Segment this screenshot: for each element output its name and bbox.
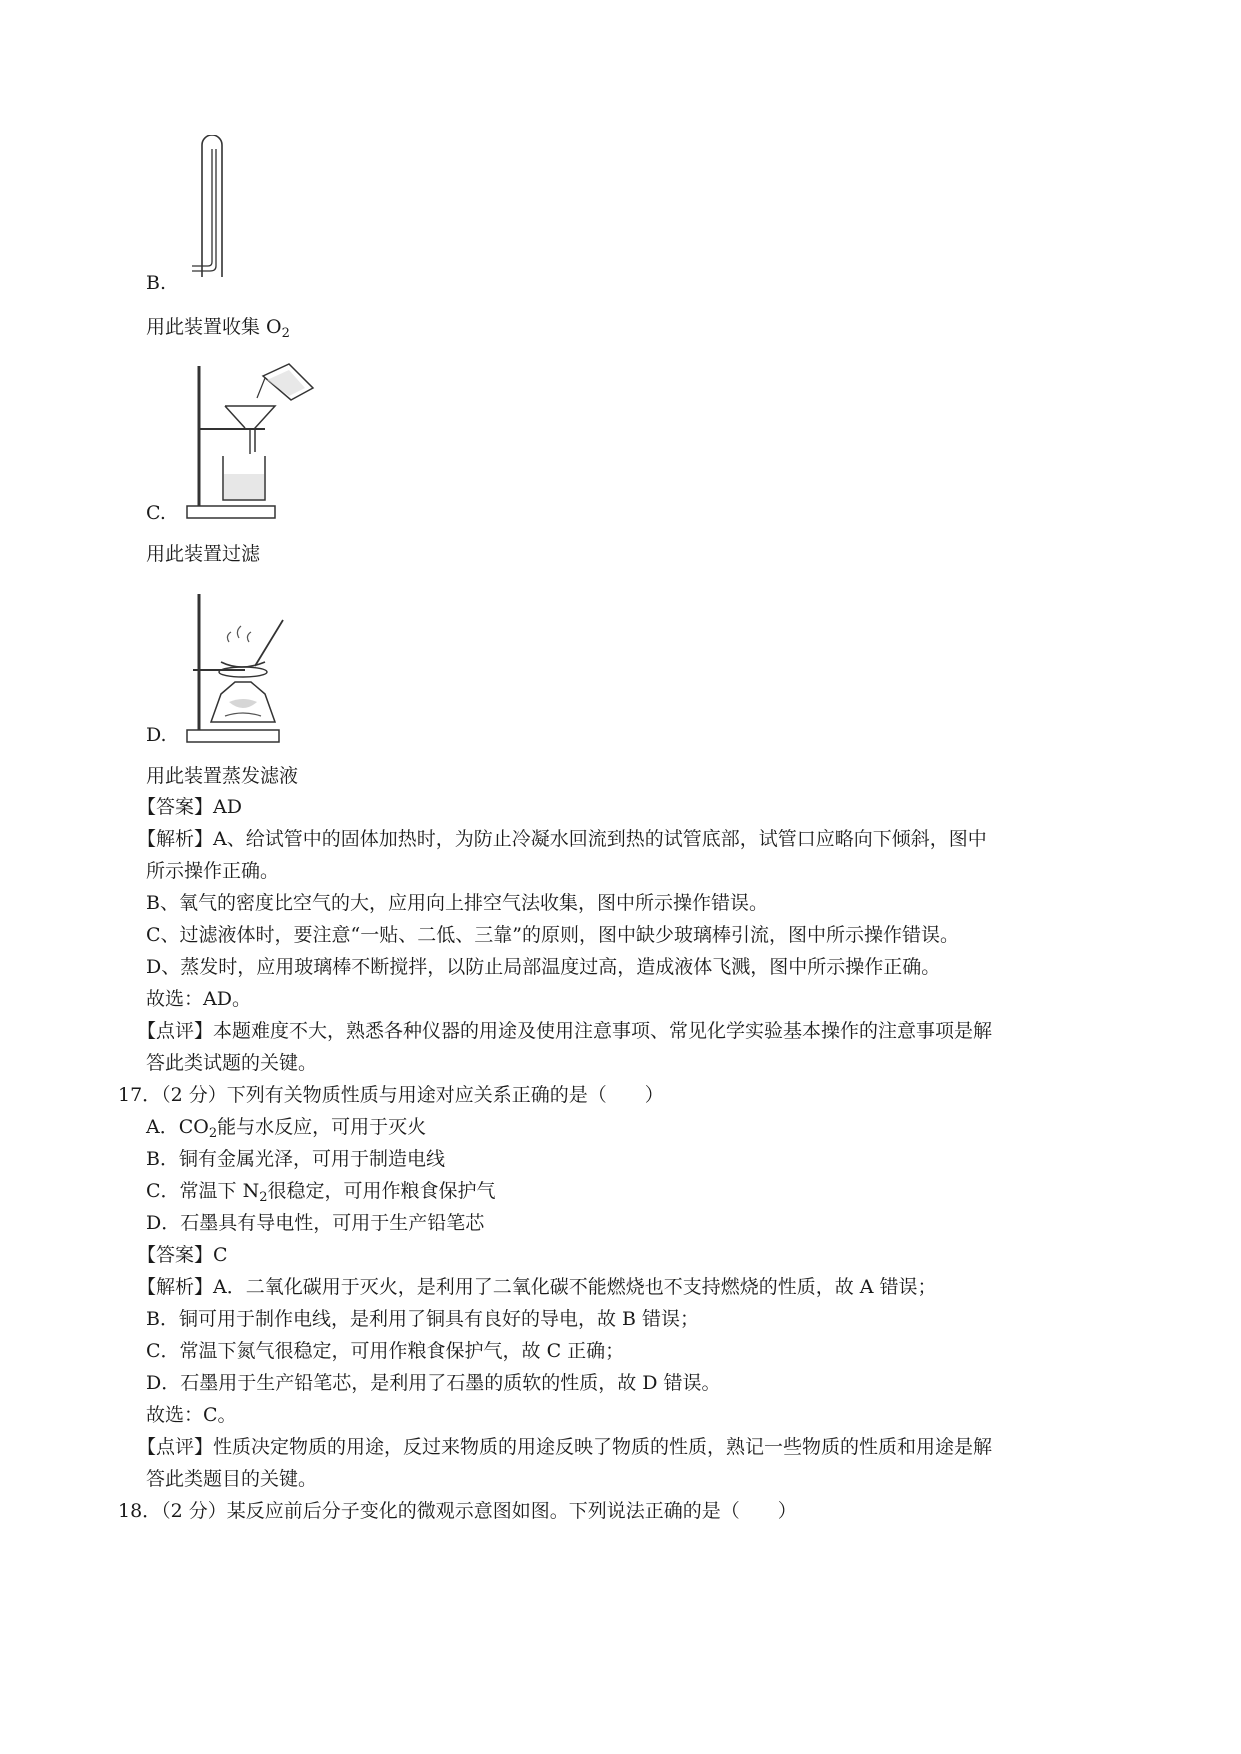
q17-analysis-line: 故选：C。 (146, 1404, 237, 1426)
q17-option-a: A．$CO_2$能与水反应，可用于灭火 (146, 1116, 427, 1141)
gas-collection-figure (190, 135, 240, 283)
q17-analysis-line: D．石墨用于生产铅笔芯，是利用了石墨的质软的性质，故 D 错误。 (146, 1372, 721, 1394)
q17-option-b: B．铜有金属光泽，可用于制造电线 (146, 1148, 445, 1170)
q16-analysis-line: C、过滤液体时，要注意“一贴、二低、三靠”的原则，图中缺少玻璃棒引流，图中所示操作错误。 (146, 924, 959, 946)
q17-answer: 【答案】C (137, 1244, 228, 1266)
option-d-letter: D. (146, 724, 167, 746)
option-c-letter: C. (146, 502, 166, 524)
option-c-caption: 用此装置过滤 (146, 543, 261, 565)
q16-comment-line: 【点评】本题难度不大，熟悉各种仪器的用途及使用注意事项、常见化学实验基本操作的注意事项是解 (137, 1020, 993, 1042)
q17-analysis-line: C．常温下氮气很稳定，可用作粮食保护气，故 C 正确； (146, 1340, 625, 1362)
q16-answer: 【答案】AD (137, 796, 242, 818)
q17-option-d: D．石墨具有导电性，可用于生产铅笔芯 (146, 1212, 485, 1234)
q17-comment-line: 答此类题目的关键。 (146, 1468, 318, 1490)
q17-comment-line: 【点评】性质决定物质的用途，反过来物质的用途反映了物质的性质，熟记一些物质的性质和用途是解 (137, 1436, 993, 1458)
q16-analysis-line: 【解析】A、给试管中的固体加热时，为防止冷凝水回流到热的试管底部，试管口应略向下倾斜，图中 (137, 828, 987, 850)
q17-option-c: C．常温下 $N_2$很稳定，可用作粮食保护气 (146, 1180, 496, 1205)
filtration-figure (185, 358, 315, 523)
q16-analysis-line: 故选：AD。 (146, 988, 251, 1010)
q16-analysis-line: B、氧气的密度比空气的大，应用向上排空气法收集，图中所示操作错误。 (146, 892, 768, 914)
option-b-caption: 用此装置收集 $O_2$ (146, 316, 290, 341)
q17-analysis-line: 【解析】A．二氧化碳用于灭火，是利用了二氧化碳不能燃烧也不支持燃烧的性质，故 A 错误； (137, 1276, 937, 1298)
q18-stem: 18．（2 分）某反应前后分子变化的微观示意图如图。下列说法正确的是（ ） (118, 1500, 797, 1522)
option-b-letter: B. (146, 272, 167, 294)
q16-comment-line: 答此类试题的关键。 (146, 1052, 318, 1074)
q16-analysis-line: 所示操作正确。 (146, 860, 280, 882)
q17-analysis-line: B．铜可用于制作电线，是利用了铜具有良好的导电，故 B 错误； (146, 1308, 700, 1330)
q17-stem: 17．（2 分）下列有关物质性质与用途对应关系正确的是（ ） (118, 1084, 664, 1106)
q16-analysis-line: D、蒸发时，应用玻璃棒不断搅拌，以防止局部温度过高，造成液体飞溅，图中所示操作正确。 (146, 956, 941, 978)
evaporation-figure (185, 590, 305, 745)
option-d-caption: 用此装置蒸发滤液 (146, 765, 299, 787)
